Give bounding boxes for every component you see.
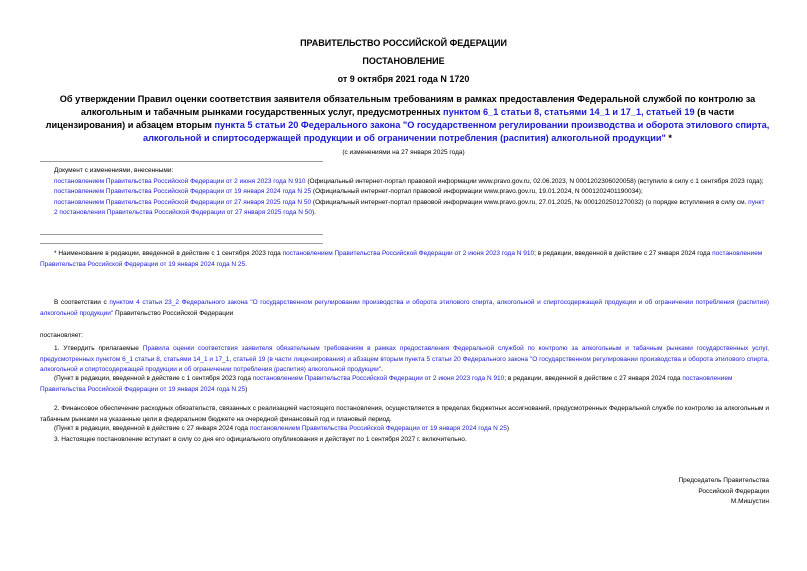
item-1-text-1: 1. Утвердить прилагаемые xyxy=(54,345,143,352)
change-item-2 xyxy=(54,187,769,198)
preamble xyxy=(40,298,769,319)
change-text-3: (Официальный интернет-портал правовой информации www.pravo.gov.ru, 27.01.2025, № 0001202501270032) (о порядке вступления в силу см. xyxy=(311,198,749,206)
signature-line-2: Российской Федерации xyxy=(698,487,769,495)
change-link-3b[interactable]: пункт 2 постановления Правительства Российской Федерации от 27 января 2025 года N 50 xyxy=(54,198,765,216)
org-heading: ПРАВИТЕЛЬСТВО РОССИЙСКОЙ ФЕДЕРАЦИИ xyxy=(300,38,507,48)
item-2-note-link[interactable]: постановлением Правительства Российской Федерации от 19 января 2024 года N 25 xyxy=(249,425,507,432)
change-text-1: (Официальный интернет-портал правовой информации www.pravo.gov.ru, 02.06.2023, N 0001202306020058) (вступило в силу с 1 сентября 2023 года); xyxy=(305,177,764,185)
change-link-2[interactable]: постановлением Правительства Российской Федерации от 19 января 2024 года N 25 xyxy=(54,188,312,195)
title-link-1[interactable]: пунктом 6_1 статьи 8, статьями 14_1 и 17_1, статьей 19 xyxy=(443,107,695,117)
signature-line-1: Председатель Правительства xyxy=(678,477,769,484)
footnote-text-1: * Наименование в редакции, введенной в действие с 1 сентября 2023 года xyxy=(54,250,283,257)
document-title xyxy=(40,93,775,145)
title-text-1: Об утверждении Правил оценки соответствия заявителя обязательным требованиям в рамках предоставления Федеральной службой по контролю за алкогольным и табачным рынками государственных услуг, предусмотренных xyxy=(59,94,756,117)
title-text-2: (в части лицензирования) и абзацем вторым xyxy=(45,107,735,130)
item-1-note-link-2[interactable]: постановлением Правительства Российской Федерации от 19 января 2024 года N 25 xyxy=(40,375,733,393)
doc-type-heading: ПОСТАНОВЛЕНИЕ xyxy=(362,56,445,66)
footnote xyxy=(40,249,769,270)
signature-name: М.Мишустин xyxy=(730,498,769,505)
change-text-3-end: ). xyxy=(311,209,316,216)
divider-footnote xyxy=(40,243,323,244)
item-3: 3. Настоящее постановление вступает в силу со дня его официального опубликования и действует по 1 сентября 2027 г. включительно. xyxy=(54,436,467,443)
item-1-note xyxy=(40,374,769,395)
item-1-note-text-1: (Пункт в редакции, введенной в действие с 1 сентября 2023 года xyxy=(54,375,253,382)
preamble-text-2: Правительство Российской Федерации xyxy=(113,309,234,317)
preamble-text-1: В соответствии с xyxy=(54,299,110,306)
item-2-note xyxy=(54,424,769,435)
changes-block xyxy=(54,166,769,219)
item-1-note-text-2: ; в редакции, введенной в действие с 27 января 2024 года xyxy=(504,375,683,382)
changes-intro: Документ с изменениями, внесенными: xyxy=(54,167,174,174)
item-1 xyxy=(40,344,769,376)
divider-middle xyxy=(40,234,323,235)
title-link-2[interactable]: пункта 5 статьи 20 Федерального закона "О государственном регулировании производства и оборота этилового спирта, алкогольной и спиртосодержащей продукции и об ограничении потребления (распития) алкогольной продукции" xyxy=(142,120,770,143)
item-1-note-text-3: ) xyxy=(245,385,248,393)
date-number-heading: от 9 октября 2021 года N 1720 xyxy=(337,74,470,84)
footnote-text-2: ; в редакции, введенной в действие с 27 января 2024 года xyxy=(534,250,713,257)
item-2: 2. Финансовое обеспечение расходных обязательств, связанных с реализацией настоящего постановления, осуществляется в пределах бюджетных ассигнований, предусмотренных Федеральной службе по контролю за алкогольным и табачным рынками на указанные цели в федеральном бюджете на очередной финансовый год и плановый период. xyxy=(40,405,769,423)
item-1-text-2: . xyxy=(381,366,383,373)
title-text-3: * xyxy=(665,133,673,143)
item-2-note-text-1: (Пункт в редакции, введенной в действие с 27 января 2024 года xyxy=(54,425,250,432)
item-1-note-link-1[interactable]: постановлением Правительства Российской Федерации от 2 июня 2023 года N 910 xyxy=(252,375,505,382)
change-item-3 xyxy=(54,198,769,219)
item-2-note-text-2: ) xyxy=(506,425,510,432)
resolves-text: постановляет: xyxy=(40,332,83,339)
signature-block xyxy=(560,476,769,508)
footnote-text-3: . xyxy=(245,260,247,268)
change-text-2: (Официальный интернет-портал правовой информации www.pravo.gov.ru, 19.01.2024, N 0001202401190034); xyxy=(311,188,643,195)
footnote-link-2[interactable]: постановлением Правительства Российской Федерации от 19 января 2024 года N 25 xyxy=(40,250,763,268)
footnote-link-1[interactable]: постановлением Правительства Российской Федерации от 2 июня 2023 года N 910 xyxy=(282,250,535,257)
revision-note: (с изменениями на 27 января 2025 года) xyxy=(342,149,465,156)
divider-top xyxy=(40,161,323,162)
change-link-1[interactable]: постановлением Правительства Российской Федерации от 2 июня 2023 года N 910 xyxy=(54,177,306,185)
item-1-link[interactable]: Правила оценки соответствия заявителя обязательным требованиям в рамках предоставления Федеральной службой по контролю за алкогольным и табачным рынками государственных услуг, предусмотренных пунктом 6_1 статьи 8, статьями 14_1 и 17_1, статьей 19 (в части лицензирования) и абзацем вторым пункта 5 статьи 20 Федерального закона "О государственном регулировании производства и оборота этилового спирта, алкогольной и спиртосодержащей продукции и об ограничении потребления (распития) алкогольной продукции" xyxy=(40,345,769,373)
change-item-1 xyxy=(54,177,769,188)
preamble-link[interactable]: пунктом 4 статьи 23_2 Федерального закона "О государственном регулировании производства и оборота этилового спирта, алкогольной и спиртосодержащей продукции и об ограничении потребления (распития) алкогольной продукции" xyxy=(40,299,769,317)
change-link-3[interactable]: постановлением Правительства Российской Федерации от 27 января 2025 года N 50 xyxy=(54,198,312,206)
